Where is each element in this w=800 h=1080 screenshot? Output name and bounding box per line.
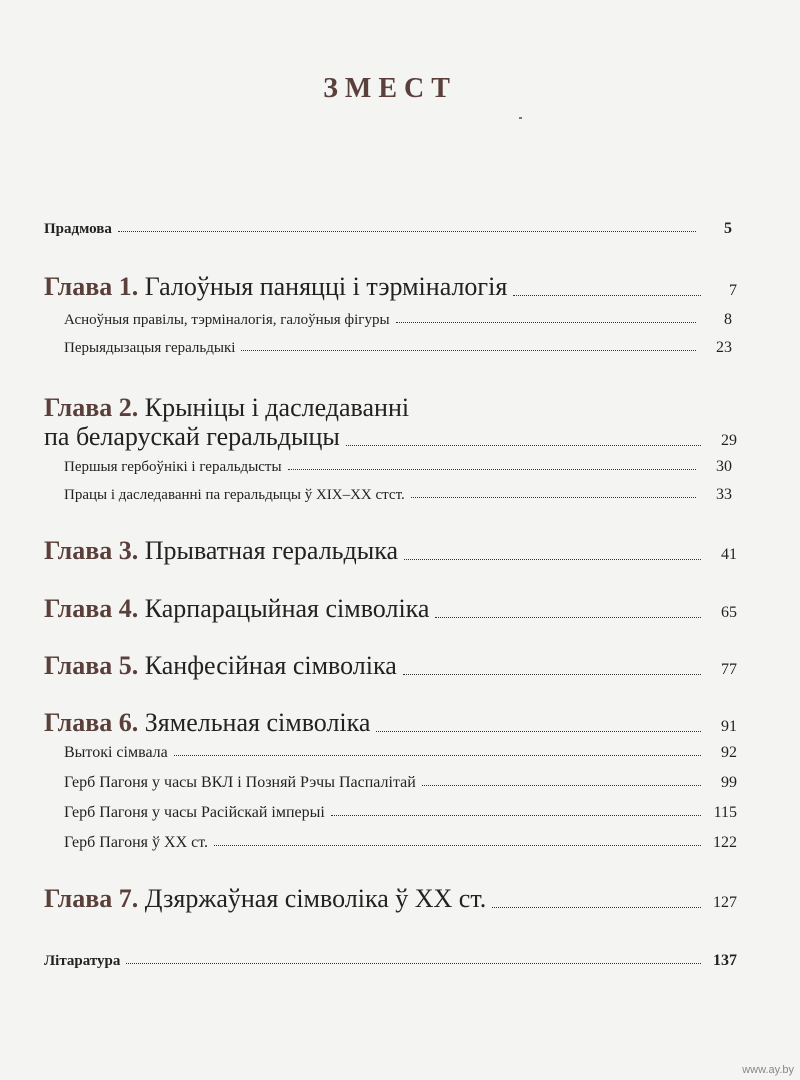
chapter-title: Крыніцы і даследаванні [144, 393, 410, 422]
dot-leader [492, 906, 701, 908]
dot-leader [346, 444, 701, 446]
chapter-2-heading-line-1 [44, 393, 409, 423]
dot-leader [241, 349, 696, 351]
chapter-title: Карпарацыйная сімволіка [144, 594, 430, 623]
toc-entry-chapter-5 [44, 651, 737, 681]
toc-page: 65 [721, 604, 737, 621]
toc-page: 91 [721, 718, 737, 735]
dot-leader [174, 754, 701, 756]
dot-leader [403, 673, 701, 675]
toc-page: 77 [721, 661, 737, 678]
toc-label: Асноўныя правілы, тэрміналогія, галоўныя фігуры [64, 312, 390, 328]
toc-page: 41 [721, 546, 737, 563]
chapter-title: Канфесійная сімволіка [144, 651, 397, 680]
chapter-number: Глава 6. [44, 708, 139, 737]
toc-label: Герб Пагоня у часы ВКЛ і Позняй Рэчы Паспалітай [64, 774, 416, 791]
dot-leader [404, 558, 701, 560]
chapter-number: Глава 1. [44, 272, 139, 301]
dot-leader [435, 616, 701, 618]
toc-entry-chapter-3 [44, 536, 737, 566]
toc-page: 92 [721, 744, 737, 761]
toc-label: Першыя гербоўнікі і геральдысты [64, 459, 282, 475]
chapter-number: Глава 3. [44, 536, 139, 565]
toc-page: 5 [724, 220, 732, 237]
toc-entry-section [64, 311, 732, 329]
toc-page: 7 [729, 282, 737, 299]
dot-leader [288, 468, 696, 470]
toc-label: Працы і даследаванні па геральдыцы ў XIX–XX стст. [64, 487, 405, 503]
toc-entry-preface [44, 220, 732, 238]
toc-entry-section [64, 486, 732, 504]
toc-entry-section [64, 458, 732, 476]
toc-label: Вытокі сімвала [64, 744, 168, 761]
chapter-title: Зямельная сімволіка [144, 708, 371, 737]
toc-page: 122 [713, 834, 737, 851]
dot-leader [396, 321, 696, 323]
toc-page: 127 [713, 894, 737, 911]
toc-entry-chapter-2 [44, 422, 737, 452]
chapter-title-continued: па беларускай геральдыцы [44, 422, 340, 451]
dot-leader [214, 844, 701, 846]
toc-label: Прадмова [44, 221, 112, 237]
toc-label: Перыядызацыя геральдыкі [64, 340, 236, 356]
chapter-number: Глава 5. [44, 651, 139, 680]
toc-page: 30 [716, 458, 732, 475]
watermark-text: www.ay.by [742, 1064, 794, 1076]
toc-label: Герб Пагоня ў XX ст. [64, 834, 209, 851]
toc-page: 8 [724, 311, 732, 328]
toc-page: 115 [713, 804, 737, 821]
chapter-title: Прыватная геральдыка [144, 536, 399, 565]
chapter-title: Дзяржаўная сімволіка ў XX ст. [144, 884, 487, 913]
dot-leader [411, 496, 696, 498]
toc-page: 137 [713, 952, 737, 969]
dot-leader [422, 784, 701, 786]
toc-entry-section [64, 834, 737, 852]
toc-label: Літаратура [44, 953, 121, 969]
toc-page: 33 [716, 486, 732, 503]
chapter-title: Галоўныя паняцці і тэрміналогія [144, 272, 508, 301]
toc-entry-section [64, 774, 737, 792]
toc-entry-section [64, 744, 737, 762]
toc-entry-section [64, 804, 737, 822]
dot-leader [513, 294, 701, 296]
toc-entry-chapter-1 [44, 272, 737, 302]
chapter-number: Глава 4. [44, 594, 139, 623]
dot-leader [331, 814, 701, 816]
toc-page: 23 [716, 339, 732, 356]
toc-entry-chapter-4 [44, 594, 737, 624]
toc-page: 29 [721, 432, 737, 449]
dot-leader [126, 962, 701, 964]
dot-leader [376, 730, 701, 732]
toc-entry-chapter-6 [44, 708, 737, 738]
toc-entry-literature [44, 952, 737, 970]
toc-entry-section [64, 339, 732, 357]
chapter-number: Глава 7. [44, 884, 139, 913]
toc-entry-chapter-7 [44, 884, 737, 914]
dot-leader [118, 230, 696, 232]
toc-label: Герб Пагоня у часы Расійскай імперыі [64, 804, 325, 821]
toc-page: 99 [721, 774, 737, 791]
chapter-number: Глава 2. [44, 393, 139, 422]
page-title: ЗМЕСТ [323, 73, 457, 104]
